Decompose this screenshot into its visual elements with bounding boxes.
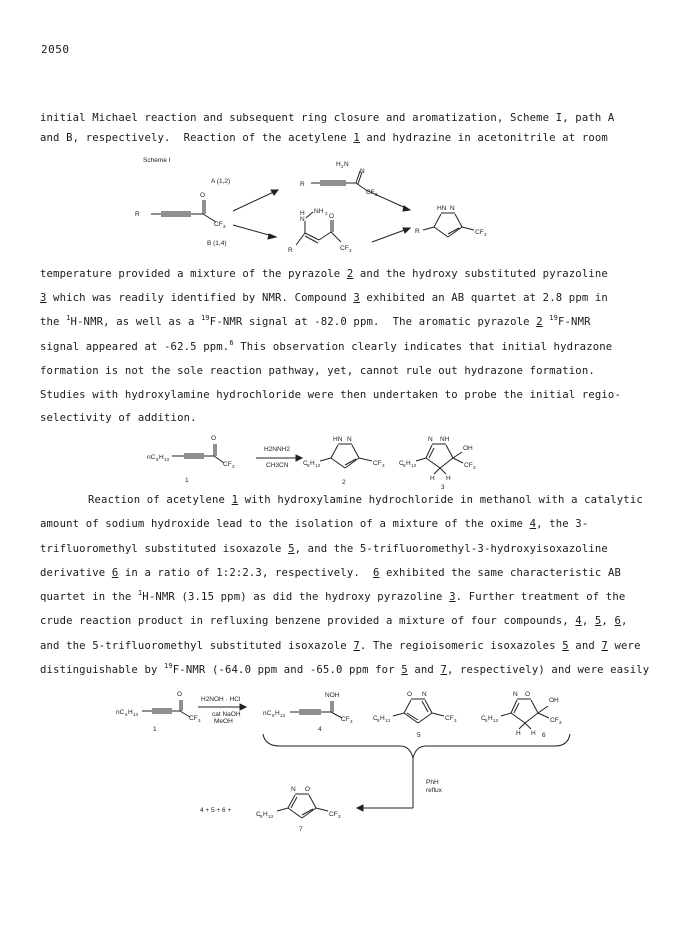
svg-text:H: H (516, 730, 521, 737)
scheme-title: Scheme I (143, 157, 171, 164)
svg-text:H: H (406, 460, 411, 467)
compound-6-label: 6 (542, 732, 546, 739)
svg-text:CF: CF (341, 716, 350, 723)
svg-text:H: H (275, 710, 280, 717)
paragraph-3-line-1: Reaction of acetylene 1 with hydroxylamine hydrochloride in methanol with a catalytic (88, 494, 643, 506)
svg-text:C: C (399, 460, 404, 467)
svg-text:H: H (310, 460, 315, 467)
paragraph-2-line-2: 3 which was readily identified by NMR. Compound 3 exhibited an AB quartet at 2.8 ppm in (40, 292, 608, 304)
paragraph-2-line-6: Studies with hydroxylamine hydrochloride were then undertaken to probe the initial regio- (40, 389, 621, 401)
paragraph-2-line-3: the $^1$H-NMR, as well as a $^{19}$F-NMR signal at -82.0 ppm. The aromatic pyrazole 2 $^{19}$F-NMR (40, 314, 591, 328)
svg-text:R: R (288, 247, 293, 254)
svg-text:nC: nC (263, 710, 272, 717)
paragraph-3-line-5: quartet in the $^1$H-NMR (3.15 ppm) as did the hydroxy pyrazoline 3. Further treatment of the (40, 589, 626, 603)
svg-text:CF: CF (445, 715, 454, 722)
paragraph-1-line-1: initial Michael reaction and subsequent ring closure and aromatization, Scheme I, path A (40, 112, 615, 124)
svg-text:3: 3 (375, 192, 378, 197)
svg-text:N: N (513, 691, 518, 698)
svg-text:6: 6 (403, 463, 406, 468)
svg-text:C: C (303, 460, 308, 467)
svg-text:3: 3 (198, 718, 201, 723)
svg-text:3: 3 (349, 248, 352, 253)
svg-text:2: 2 (341, 164, 344, 169)
svg-text:6: 6 (485, 718, 488, 723)
svg-text:13: 13 (411, 463, 417, 468)
svg-text:H: H (128, 709, 133, 716)
svg-text:6: 6 (125, 712, 128, 717)
svg-text:nC: nC (116, 709, 125, 716)
svg-text:N: N (428, 436, 433, 443)
svg-text:CF: CF (340, 245, 349, 252)
svg-text:2: 2 (325, 211, 328, 216)
svg-text:6: 6 (307, 463, 310, 468)
svg-text:R: R (300, 181, 305, 188)
svg-text:3: 3 (454, 718, 457, 723)
compound-3-label: 3 (441, 484, 445, 491)
svg-text:C: C (373, 715, 378, 722)
svg-text:3: 3 (484, 232, 487, 237)
paragraph-3-line-7: and the 5-trifluoromethyl substituted isoxazole 7. The regioisomeric isoxazoles 5 and 7 were (40, 640, 641, 652)
svg-text:13: 13 (133, 712, 139, 717)
svg-text:CF: CF (550, 717, 559, 724)
page-number: 2050 (41, 43, 70, 56)
svg-text:O: O (407, 691, 413, 698)
svg-text:CF: CF (373, 460, 382, 467)
svg-text:O: O (525, 691, 531, 698)
svg-text:6: 6 (260, 814, 263, 819)
svg-text:3: 3 (382, 463, 385, 468)
paragraph-2-line-7: selectivity of addition. (40, 412, 197, 424)
svg-text:CF: CF (329, 811, 338, 818)
svg-text:H: H (263, 811, 268, 818)
svg-text:C: C (481, 715, 486, 722)
svg-text:N: N (300, 216, 305, 223)
reflux-reagent: PhH (426, 779, 439, 786)
svg-text:CF: CF (214, 221, 223, 228)
svg-text:H: H (336, 161, 341, 168)
svg-text:HN: HN (333, 436, 343, 443)
compound-7-label: 7 (299, 826, 303, 833)
paragraph-3-line-4: derivative 6 in a ratio of 1:2:2.3, respectively. 6 exhibited the same characteristic AB (40, 567, 622, 579)
compound-1-label-b: 1 (153, 726, 157, 733)
svg-text:N: N (450, 205, 455, 212)
svg-text:3: 3 (350, 719, 353, 724)
svg-text:CF: CF (223, 461, 232, 468)
svg-text:6: 6 (156, 457, 159, 462)
svg-text:R: R (415, 228, 420, 235)
compound-4-label: 4 (318, 726, 322, 733)
scheme-path-a-label: A (1,2) (211, 178, 231, 185)
svg-text:H: H (446, 475, 451, 482)
paragraph-3-line-8: distinguishable by $^{19}$F-NMR (-64.0 ppm and -65.0 ppm for 5 and 7, respectively) and were easily (40, 662, 650, 676)
paragraph-2-line-1: temperature provided a mixture of the pyrazole 2 and the hydroxy substituted pyrazoline (40, 268, 608, 280)
svg-text:H: H (159, 454, 164, 461)
svg-text:6: 6 (272, 713, 275, 718)
svg-text:H: H (430, 475, 435, 482)
svg-text:3: 3 (232, 464, 235, 469)
svg-text:H: H (380, 715, 385, 722)
svg-text:N: N (360, 168, 365, 175)
svg-text:NH: NH (314, 208, 324, 215)
paragraph-3-line-2: amount of sodium hydroxide lead to the isolation of a mixture of the oxime 4, the 3- (40, 518, 589, 530)
paragraph-3-line-3: trifluoromethyl substituted isoxazole 5, and the 5-trifluoromethyl-3-hydroxyisoxazoline (40, 543, 608, 555)
svg-text:O: O (177, 691, 183, 698)
svg-text:OH: OH (549, 697, 559, 704)
svg-text:CF: CF (189, 715, 198, 722)
compound-2-label: 2 (342, 479, 346, 486)
reaction-2-reagent-2: cat NaOH (212, 711, 241, 718)
reflux-label: reflux (426, 787, 442, 794)
svg-text:3: 3 (223, 224, 226, 229)
svg-text:H: H (531, 730, 536, 737)
svg-text:6: 6 (377, 718, 380, 723)
svg-text:13: 13 (315, 463, 321, 468)
svg-text:3: 3 (338, 814, 341, 819)
svg-text:R: R (135, 211, 140, 218)
svg-text:CF: CF (475, 229, 484, 236)
svg-text:N: N (347, 436, 352, 443)
svg-text:3: 3 (559, 720, 562, 725)
compound-1-label: 1 (185, 477, 189, 484)
svg-text:3: 3 (473, 465, 476, 470)
paragraph-3-line-6: crude reaction product in refluxing benzene provided a mixture of four compounds, 4, 5, 6, (40, 615, 628, 627)
reaction-1-reagent: H2NNH2 (264, 446, 291, 453)
svg-text:CF: CF (464, 462, 473, 469)
compound-5-label: 5 (417, 732, 421, 739)
svg-text:13: 13 (268, 814, 274, 819)
svg-text:H: H (488, 715, 493, 722)
paragraph-2-line-5: formation is not the sole reaction pathway, yet, cannot rule out hydrazone formation. (40, 365, 595, 377)
svg-text:N: N (344, 161, 349, 168)
svg-text:NOH: NOH (325, 692, 340, 699)
svg-text:O: O (305, 786, 311, 793)
svg-text:O: O (329, 213, 335, 220)
reaction-1-solvent: CH3CN (266, 462, 289, 469)
paragraph-1-line-2: and B, respectively. Reaction of the acetylene 1 and hydrazine in acetonitrile at room (40, 132, 608, 144)
svg-text:OH: OH (463, 445, 473, 452)
svg-text:NH: NH (440, 436, 450, 443)
svg-text:O: O (211, 435, 217, 442)
svg-text:N: N (291, 786, 296, 793)
svg-text:CF: CF (366, 189, 375, 196)
mixture-label: 4 + 5 + 6 + (200, 807, 232, 814)
svg-text:13: 13 (385, 718, 391, 723)
scheme-path-b-label: B (1,4) (207, 240, 227, 247)
reaction-2-reagent-1: H2NOH · HCl (201, 696, 241, 703)
svg-text:C: C (256, 811, 261, 818)
paragraph-2-line-4: signal appeared at -62.5 ppm.$^6$ This observation clearly indicates that initial hydrazone (40, 339, 613, 353)
reaction-2-reagent-3: MeOH (214, 718, 233, 725)
svg-text:13: 13 (493, 718, 499, 723)
svg-text:13: 13 (280, 713, 286, 718)
svg-text:nC: nC (147, 454, 156, 461)
svg-text:HN: HN (437, 205, 447, 212)
svg-text:O: O (200, 192, 206, 199)
svg-text:13: 13 (164, 457, 170, 462)
svg-text:H: H (300, 210, 305, 217)
svg-text:N: N (422, 691, 427, 698)
